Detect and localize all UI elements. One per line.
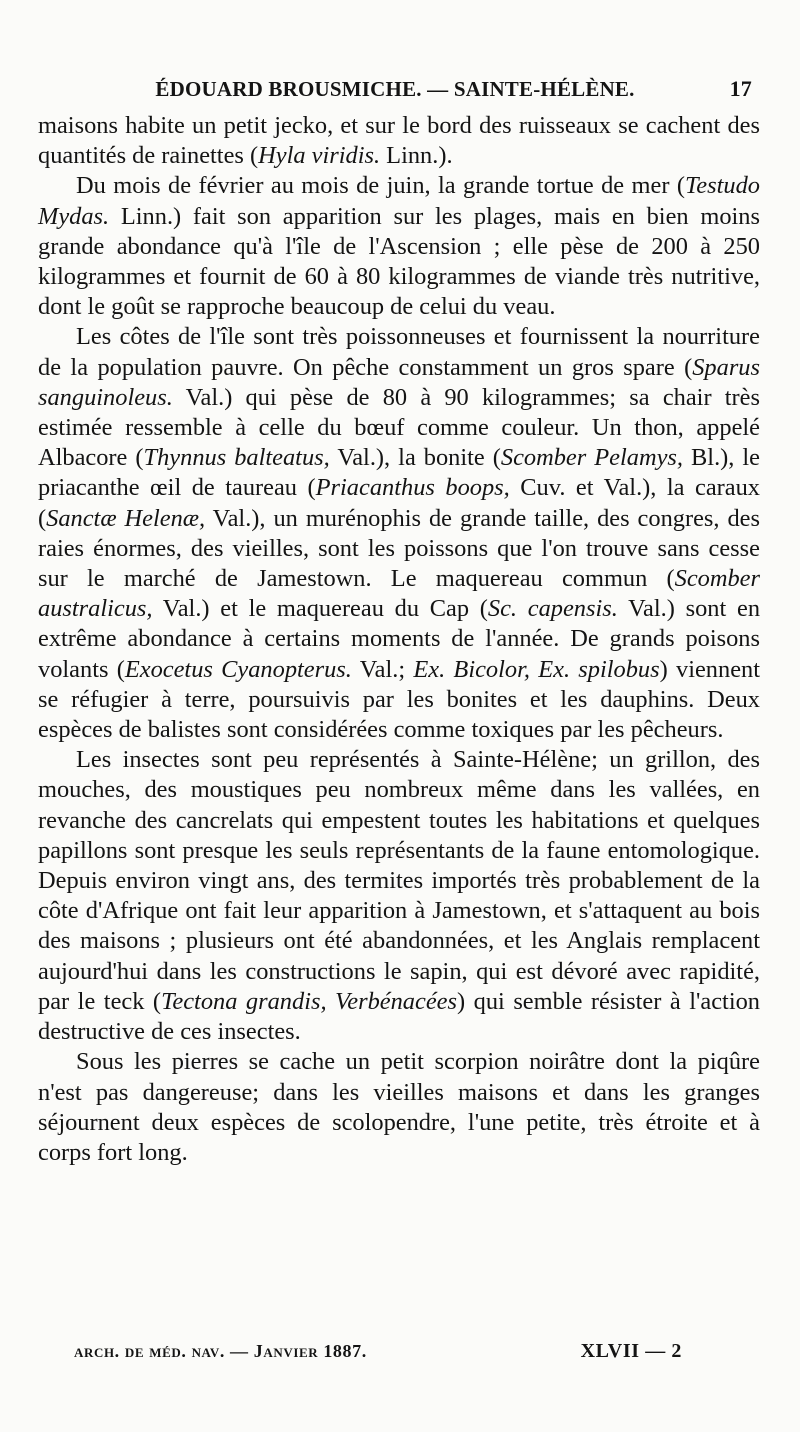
italic-text: Tectona grandis, Verbénacées	[161, 987, 457, 1015]
paragraph	[38, 1047, 760, 1168]
paragraph	[38, 745, 760, 1047]
text-run: Val.), un murénophis de grande taille, des congres, des raies énormes, des vieilles, sont les poissons que l'on trouve sans cesse sur le marché de Jamestown. Le maquereau commun (	[38, 504, 760, 593]
paragraph	[38, 111, 760, 171]
italic-text: Sanctæ Helenæ,	[46, 504, 206, 532]
text-run: Du mois de février au mois de juin, la grande tortue de mer (	[76, 172, 685, 200]
running-header	[38, 72, 752, 106]
running-title: ÉDOUARD BROUSMICHE. — SAINTE-HÉLÈNE.	[155, 76, 635, 101]
text-run: Val.), la bonite (	[329, 444, 501, 472]
italic-text: Scomber Pelamys,	[500, 444, 683, 472]
journal-reference: arch. de méd. nav. — Janvier 1887.	[74, 1340, 367, 1361]
italic-text: Thynnus balteatus,	[143, 444, 330, 472]
text-run: Les côtes de l'île sont très poissonneuses et fournissent la nourriture de la population pauvre. On pêche constamment un gros spare (	[38, 323, 760, 381]
page-footer	[74, 1336, 682, 1366]
text-run: Val.) sont en extrême abondance à certains moments de l'année. De grands poisons volants (	[38, 595, 761, 683]
italic-text: Exocetus Cyanopterus.	[124, 655, 352, 683]
text-run: maisons habite un petit jecko, et sur le bord des ruisseaux se cachent des quantités de rainettes (	[38, 112, 760, 170]
text-run: Val.;	[351, 655, 414, 683]
italic-text: Testudo Mydas.	[38, 172, 760, 230]
text-run: Linn.).	[380, 142, 453, 170]
text-run: ) viennent se réfugier à terre, poursuivis par les bonites et les dauphins. Deux espèces de balistes sont considérées comme toxiques par les pêcheurs.	[38, 655, 760, 744]
text-run: Linn.) fait son apparition sur les plages, mais en bien moins grande abondance qu'à l'île de l'Ascension ; elle pèse de 200 à 250 kilogrammes et fournit de 60 à 80 kilogrammes de viande très nutritive, dont le goût se rapproche beaucoup de celui du veau.	[38, 202, 760, 321]
paragraph	[38, 322, 760, 745]
italic-text: Priacanthus boops,	[315, 474, 510, 502]
printer-signature: XLVII — 2	[580, 1339, 682, 1362]
text-run: Cuv. et Val.), la caraux (	[38, 474, 760, 532]
paragraph	[38, 171, 760, 322]
text-run: Val.) qui pèse de 80 à 90 kilogrammes; sa chair très estimée ressemble à celle du bœuf comme couleur. Un thon, appelé Albacore (	[38, 383, 760, 472]
text-run: Val.) et le maquereau du Cap (	[152, 595, 488, 623]
text-run: Les insectes sont peu représentés à Sainte-Hélène; un grillon, des mouches, des moustiques peu nombreux même dans les vallées, en revanche des cancrelats qui empestent toutes les habitations et quelques papillons sont presque les seuls représentants de la faune entomologique. Depuis environ vingt ans, des termites importés très probablement de la côte d'Afrique ont fait leur apparition à Jamestown, et s'attaquent au bois des maisons ; plusieurs ont été abandonnées, et les Anglais remplacent aujourd'hui dans les constructions le sapin, qui est dévoré avec rapidité, par le teck (	[38, 746, 760, 1015]
italic-text: Hyla viridis.	[258, 142, 381, 170]
page-number: 17	[729, 76, 752, 101]
italic-text: Ex. Bicolor, Ex. spilobus	[413, 655, 660, 683]
italic-text: Sparus sanguinoleus.	[38, 353, 760, 411]
text-run: ) qui semble résister à l'action destructive de ces insectes.	[38, 987, 760, 1046]
body-text	[38, 111, 760, 1168]
text-run: Bl.), le priacanthe œil de taureau (	[38, 444, 761, 502]
italic-text: Sc. capensis.	[487, 595, 618, 623]
italic-text: Scomber australicus,	[38, 565, 760, 623]
text-run: Sous les pierres se cache un petit scorpion noirâtre dont la piqûre n'est pas dangereuse; dans les vieilles maisons et dans les granges séjournent deux espèces de scolopendre, l'une petite, très étroite et à corps fort long.	[38, 1048, 760, 1166]
